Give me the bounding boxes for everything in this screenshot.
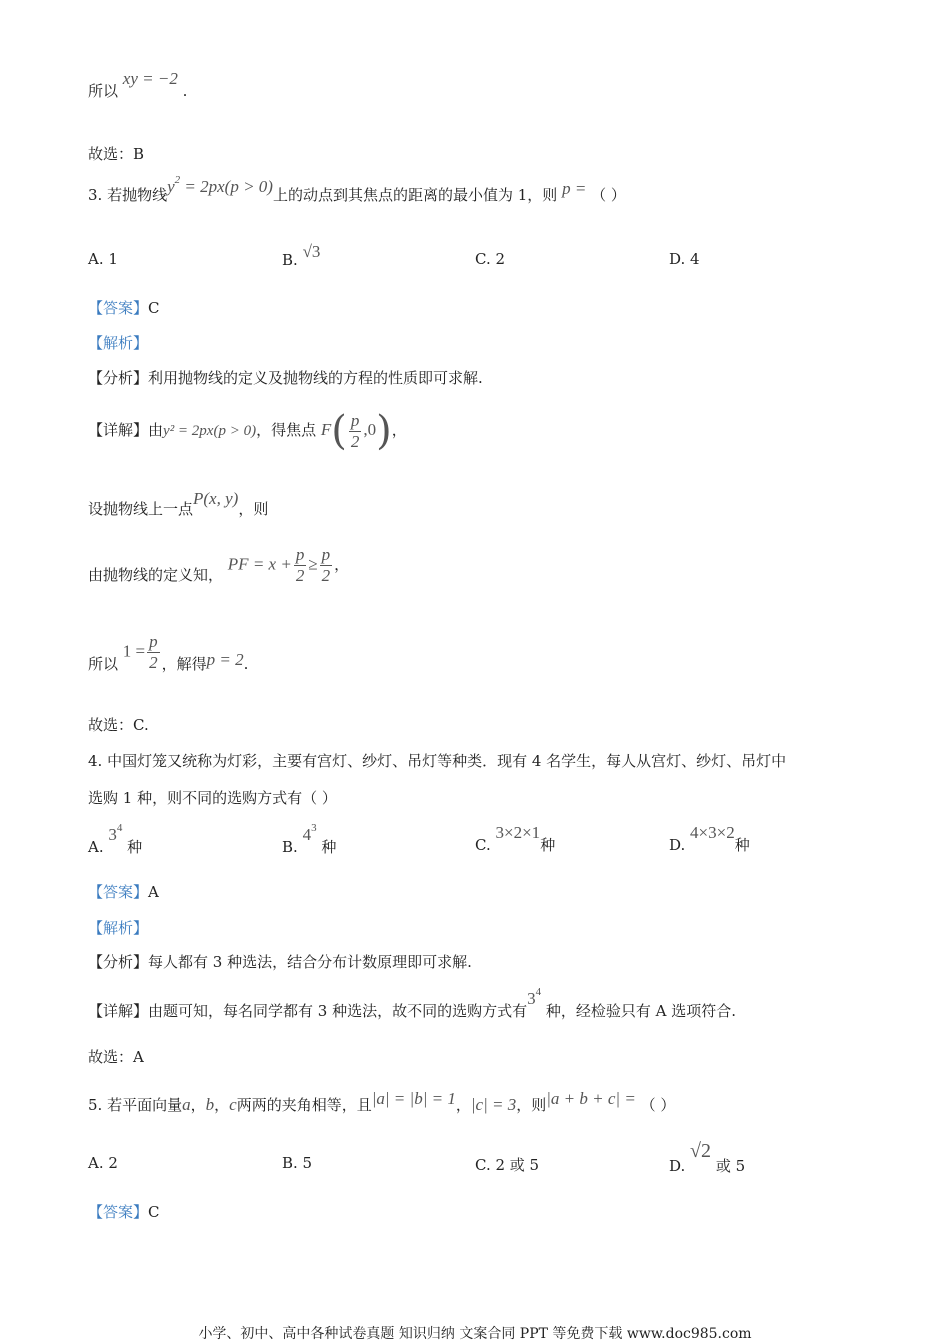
q3-xiangjie-1: 【详解】由y² = 2px(p > 0)，得焦点 F( $\frac{p}{2}$ ,0)， [88,408,407,454]
prev-answer: 故选：B [88,145,145,163]
q3-option-a: A. 1 [88,250,118,268]
q3-answer: 【答案】C [88,299,160,317]
q4-option-b: B. $4^3$ 种 [282,822,337,856]
q3-jiexi [88,332,148,353]
q5-cond-ab: |a| = |b| = 1 [371,1089,456,1108]
math-xy: xy = −2 [122,69,178,88]
q3-option-d: D. 4 [669,250,700,268]
jiexi-tag: 【解析】 [88,334,149,352]
q3-blank: （ ） [591,186,626,204]
q3-fenxi: 【分析】利用抛物线的定义及抛物线的方程的性质即可求解. [88,369,483,387]
period: . [182,82,188,100]
q5-cond-c: |c| = 3 [470,1095,517,1114]
q3-number: 3. [88,186,103,204]
q4-option-d: D. 4×3×2种 [669,823,750,854]
q5-option-b: B. 5 [282,1154,313,1172]
q5-option-d: D. √2 或 5 [669,1140,746,1175]
q3-point-P: P(x, y) [193,489,239,508]
prev-conclusion-line [88,69,188,101]
q4-option-a: A. $3^4$ 种 [88,822,143,856]
answer-tag: 【答案】 [88,1203,149,1221]
q5-expr: |a + b + c| = [546,1089,636,1108]
q3-focus-frac: $\frac{p}{2}$ [350,410,360,451]
q3-xj-eq: y² = 2px(p > 0) [163,423,257,439]
q5-number: 5. [88,1096,103,1114]
q3-def-frac-2: $\frac{p}{2}$ [321,545,331,585]
q4-final: 故选：A [88,1048,144,1066]
q3-final: 故选：C. [88,716,149,734]
q3-xiangjie-2: 设抛物线上一点P(x, y)，则 [88,489,269,518]
q3-solve-frac: $\frac{p}{2}$ [149,632,158,672]
q4-stem-2: 选购 1 种，则不同的选购方式有（ ） [88,789,337,807]
q3-parabola-eq: $y^2 = 2px(p > 0)$ [167,174,273,196]
q4-jiexi [88,917,148,938]
page-footer: 小学、初中、高中各种试卷真题 知识归纳 文案合同 PPT 等免费下载 www.doc985.com [198,1326,752,1342]
q3-p-eq: p = [562,179,587,198]
q5-option-c: C. 2 或 5 [475,1156,540,1174]
q3-xiangjie-4: 所以 1 = $\frac{p}{2}$ ，解得p = 2. [88,632,249,673]
q5-answer: 【答案】C [88,1203,160,1221]
q5-stem: 5. 若平面向量a，b，c两两的夹角相等，且|a| = |b| = 1，|c| = 3，则|a + b + c| = （ ） [88,1089,676,1114]
text-suoyi: 所以 [88,82,119,100]
q4-fenxi: 【分析】每人都有 3 种选法，结合分布计数原理即可求解. [88,953,472,971]
q4-number: 4. [88,752,103,770]
q5-option-a: A. 2 [88,1154,118,1172]
q3-stem-b: 上的动点到其焦点的距离的最小值为 1，则 [272,186,558,204]
q4-option-c: C. 3×2×1种 [475,823,556,854]
q4-xiangjie: 【详解】由题可知，每名同学都有 3 种选法，故不同的选购方式有$3^4$ 种，经检验只有 A 选项符合. [88,986,737,1020]
q3-stem-a: 若抛物线 [107,186,168,204]
jiexi-tag: 【解析】 [88,919,149,937]
q3-option-c: C. 2 [475,250,506,268]
q3-option-b: B. √3 [282,242,321,269]
q4-answer: 【答案】A [88,883,159,901]
q3-stem [88,174,626,205]
q3-xiangjie-3: 由抛物线的定义知， PF = x + $\frac{p}{2}$ ≥ $\frac{p}{2}$ ， [88,545,350,585]
q3-def-frac-1: $\frac{p}{2}$ [295,545,305,585]
answer-tag: 【答案】 [88,299,149,317]
answer-tag: 【答案】 [88,883,149,901]
q4-stem-1: 4. 中国灯笼又统称为灯彩，主要有宫灯、纱灯、吊灯等种类．现有 4 名学生，每人从宫灯、纱灯、吊灯中 [88,752,787,770]
